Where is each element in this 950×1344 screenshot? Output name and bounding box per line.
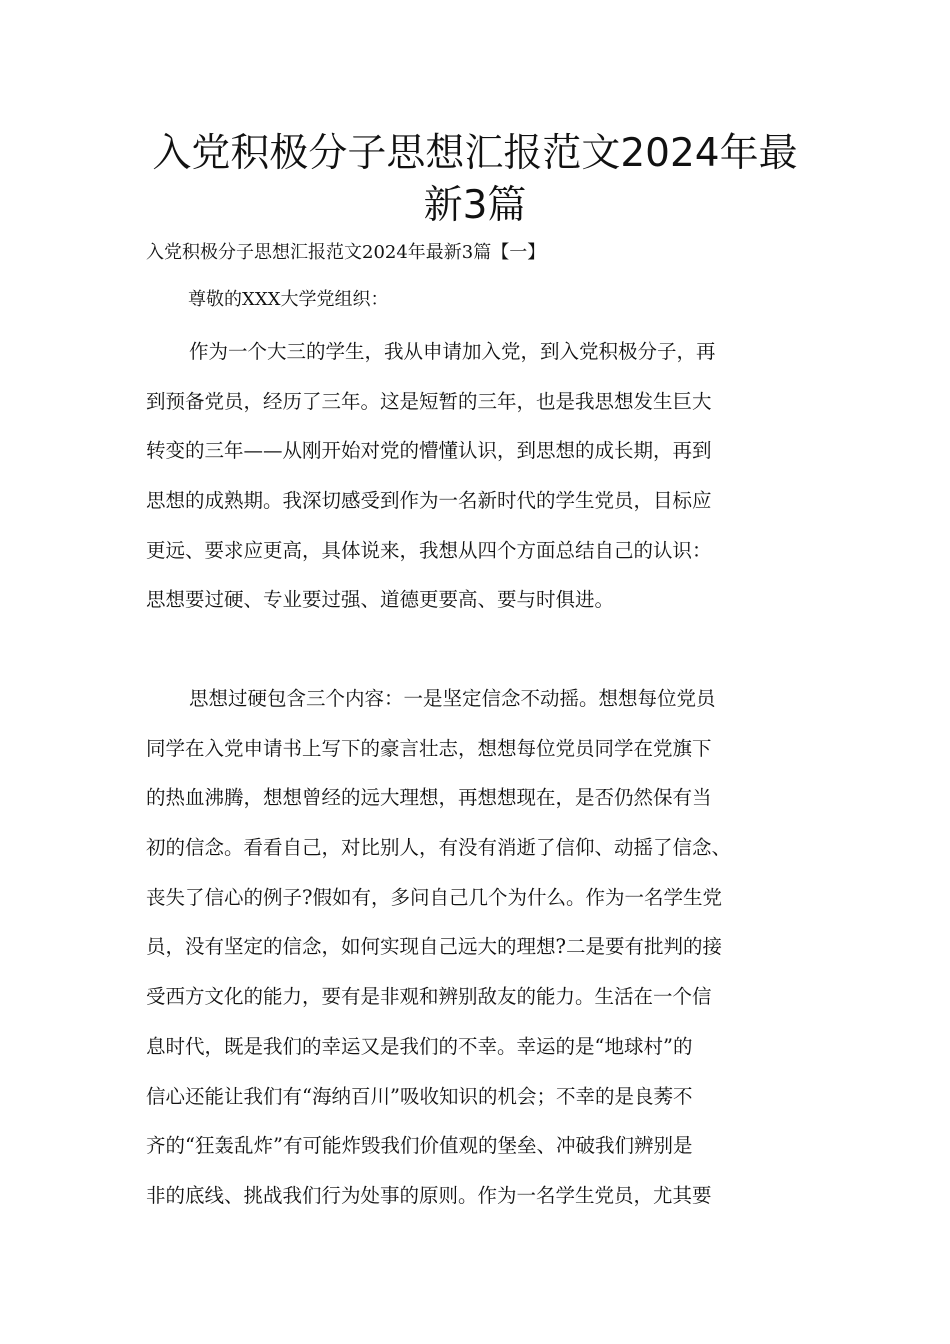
- paragraph-line: 受西方文化的能力，要有是非观和辨别敌友的能力。生活在一个信: [146, 985, 712, 1009]
- paragraph-line: 到预备党员，经历了三年。这是短暂的三年，也是我思想发生巨大: [146, 389, 712, 413]
- paragraph-line: 初的信念。看看自己，对比别人，有没有消逝了信仰、动摇了信念、: [146, 836, 732, 860]
- salutation: 尊敬的XXX大学党组织：: [188, 289, 389, 310]
- paragraph-line: 员，没有坚定的信念，如何实现自己远大的理想?二是要有批判的接: [146, 935, 722, 959]
- title-line: 入党积极分子思想汇报范文2024年最: [152, 131, 798, 176]
- paragraph-line: 信心还能让我们有“海纳百川”吸收知识的机会；不幸的是良莠不: [146, 1084, 693, 1108]
- paragraph-line: 思想要过硬、专业要过强、道德更要高、要与时俱进。: [146, 588, 615, 612]
- paragraph-line: 齐的“狂轰乱炸”有可能炸毁我们价值观的堡垒、冲破我们辨别是: [146, 1134, 693, 1158]
- section-heading: 入党积极分子思想汇报范文2024年最新3篇【一】: [146, 242, 546, 263]
- paragraph-line: 思想的成熟期。我深切感受到作为一名新时代的学生党员，目标应: [146, 489, 712, 513]
- paragraph-line: 思想过硬包含三个内容：一是坚定信念不动摇。想想每位党员: [189, 687, 716, 710]
- paragraph-line: 同学在入党申请书上写下的豪言壮志，想想每位党员同学在党旗下: [146, 736, 712, 760]
- paragraph-line: 作为一个大三的学生，我从申请加入党，到入党积极分子，再: [189, 340, 716, 363]
- title-line: 新3篇: [423, 183, 527, 228]
- paragraph-line: 非的底线、挑战我们行为处事的原则。作为一名学生党员，尤其要: [146, 1183, 712, 1207]
- paragraph-line: 转变的三年——从刚开始对党的懵懂认识，到思想的成长期，再到: [146, 439, 712, 463]
- paragraph-line: 更远、要求应更高，具体说来，我想从四个方面总结自己的认识：: [146, 538, 712, 562]
- paragraph-1: [146, 327, 814, 625]
- paragraph-line: 丧失了信心的例子?假如有，多问自己几个为什么。作为一名学生党: [146, 885, 722, 909]
- paragraph-line: 息时代，既是我们的幸运又是我们的不幸。幸运的是“地球村”的: [146, 1034, 693, 1058]
- paragraph-line: 的热血沸腾，想想曾经的远大理想，再想想现在，是否仍然保有当: [146, 786, 712, 810]
- paragraph-2: [146, 674, 814, 1221]
- document-title: [140, 128, 810, 232]
